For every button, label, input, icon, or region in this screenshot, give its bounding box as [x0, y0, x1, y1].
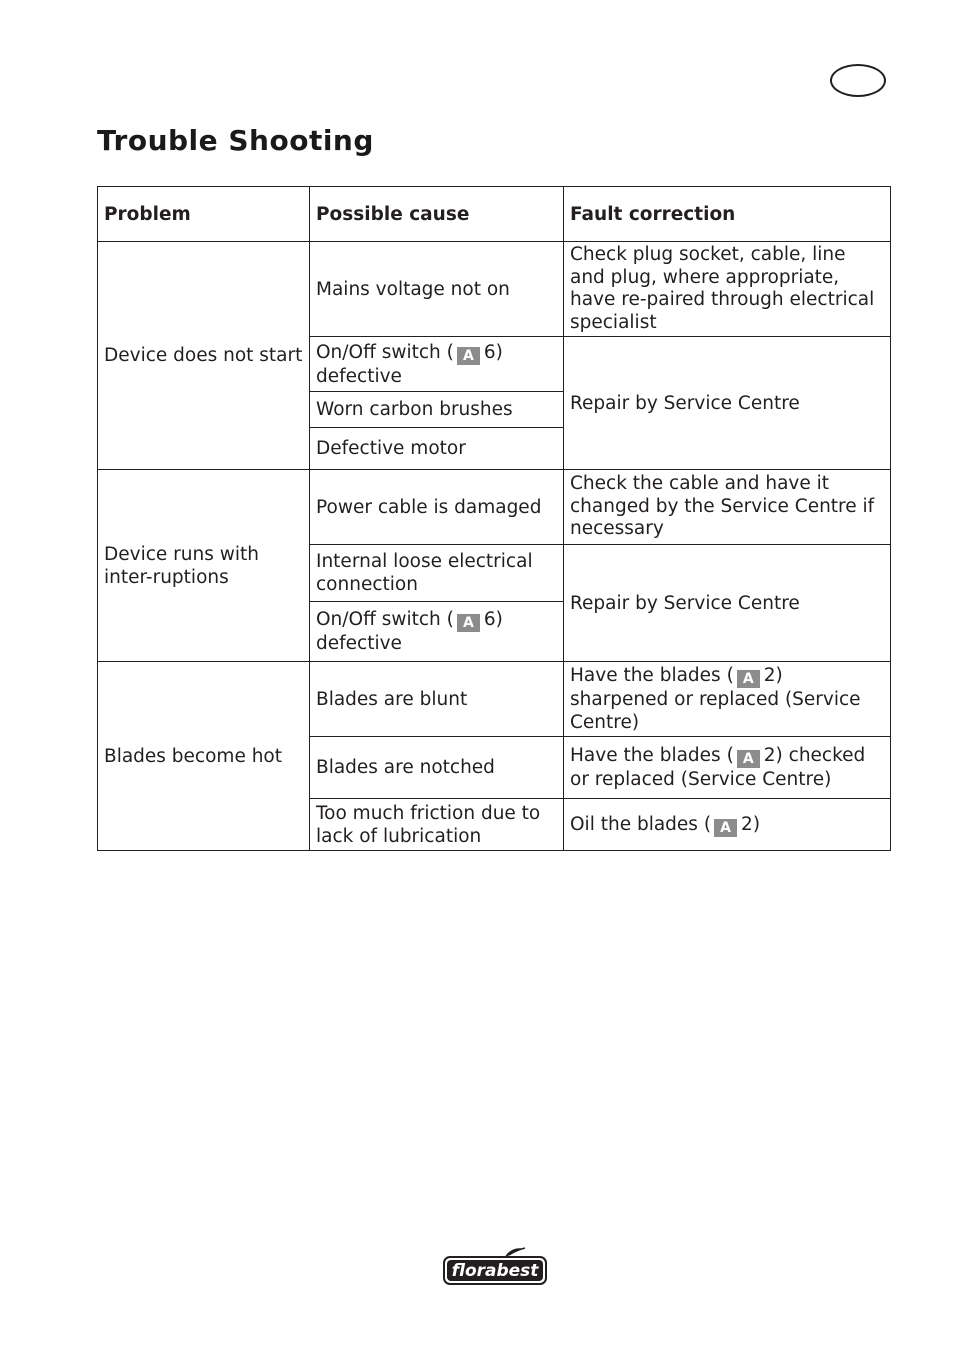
troubleshooting-table	[97, 186, 891, 851]
correction-cell	[564, 662, 891, 737]
cause-cell: Blades are blunt	[310, 662, 564, 737]
header-problem: Problem	[98, 187, 310, 242]
cause-cell: Power cable is damaged	[310, 470, 564, 545]
correction-cell: Check plug socket, cable, line and plug, where appropriate, have re-paired through electrical specialist	[564, 242, 891, 337]
cause-cell: Blades are notched	[310, 737, 564, 799]
correction-text-post: 2) checked or replaced (Service Centre)	[570, 745, 866, 790]
figure-a-icon: A	[457, 347, 480, 365]
cause-cell: Defective motor	[310, 428, 564, 470]
cause-text-post: 6) defective	[316, 341, 503, 387]
table-header-row	[98, 187, 891, 242]
cause-cell: Worn carbon brushes	[310, 392, 564, 428]
table-row	[98, 242, 891, 337]
cause-cell	[310, 602, 564, 662]
correction-text-pre: Have the blades (	[570, 745, 734, 766]
correction-text-pre: Have the blades (	[570, 665, 734, 686]
cause-cell: Mains voltage not on	[310, 242, 564, 337]
correction-cell	[564, 799, 891, 851]
correction-text-post: 2)	[741, 813, 761, 835]
cause-text-pre: On/Off switch (	[316, 609, 454, 630]
figure-a-icon: A	[457, 614, 480, 632]
florabest-logo-icon	[443, 1245, 547, 1287]
figure-a-icon: A	[714, 819, 737, 837]
problem-cell: Device runs with inter-ruptions	[98, 470, 310, 662]
correction-text-post: 2) sharpened or replaced (Service Centre)	[570, 665, 861, 733]
cause-cell: Too much friction due to lack of lubrication	[310, 799, 564, 851]
cause-text-post: 6) defective	[316, 609, 503, 654]
cause-cell	[310, 337, 564, 392]
cause-text-pre: On/Off switch (	[316, 341, 454, 363]
header-correction: Fault correction	[564, 187, 891, 242]
correction-cell	[564, 737, 891, 799]
table-row	[98, 662, 891, 737]
header-cause: Possible cause	[310, 187, 564, 242]
language-badge-oval	[830, 64, 886, 97]
page-title: Trouble Shooting	[97, 124, 374, 157]
brand-logo	[443, 1245, 547, 1291]
figure-a-icon: A	[737, 670, 760, 688]
correction-text-pre: Oil the blades (	[570, 813, 712, 835]
figure-a-icon: A	[737, 750, 760, 768]
logo-text: florabest	[451, 1261, 539, 1281]
correction-cell: Repair by Service Centre	[564, 545, 891, 662]
correction-cell: Repair by Service Centre	[564, 337, 891, 470]
problem-cell: Device does not start	[98, 242, 310, 470]
cause-cell: Internal loose electrical connection	[310, 545, 564, 602]
correction-cell: Check the cable and have it changed by the Service Centre if necessary	[564, 470, 891, 545]
table-row	[98, 470, 891, 545]
problem-cell: Blades become hot	[98, 662, 310, 851]
